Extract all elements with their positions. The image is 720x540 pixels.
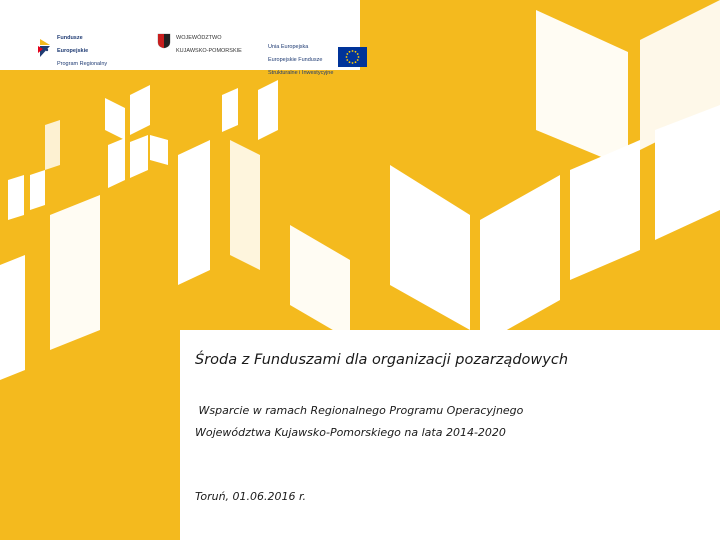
fundusze-europejskie-logo	[36, 28, 107, 67]
voivodeship-crest-icon	[157, 33, 171, 49]
wojewodztwo-line1: WOJEWÓDZTWO	[176, 34, 222, 41]
unia-line2: Europejskie Fundusze	[268, 56, 323, 63]
eu-flag-icon	[338, 47, 367, 67]
slide-date: Toruń, 01.06.2016 r.	[195, 490, 307, 503]
wojewodztwo-line2: KUJAWSKO-POMORSKIE	[176, 47, 242, 54]
slide-title: Środa z Funduszami dla organizacji pozarządowych	[195, 352, 569, 368]
fundusze-line2: Europejskie	[57, 47, 89, 54]
subtitle-line1: Wsparcie w ramach Regionalnego Programu Operacyjnego	[195, 404, 524, 417]
wojewodztwo-logo	[157, 28, 242, 54]
slide-subtitle	[195, 400, 523, 444]
unia-line1: Unia Europejska	[268, 43, 309, 50]
subtitle-line2: Województwa Kujawsko-Pomorskiego na lata 2014-2020	[195, 426, 506, 439]
eu-funds-star-icon	[36, 37, 52, 59]
fundusze-line3: Program Regionalny	[57, 60, 108, 67]
unia-europejska-logo	[268, 37, 367, 76]
unia-line3: Strukturalne i Inwestycyjne	[268, 69, 334, 76]
fundusze-line1: Fundusze	[57, 34, 83, 41]
